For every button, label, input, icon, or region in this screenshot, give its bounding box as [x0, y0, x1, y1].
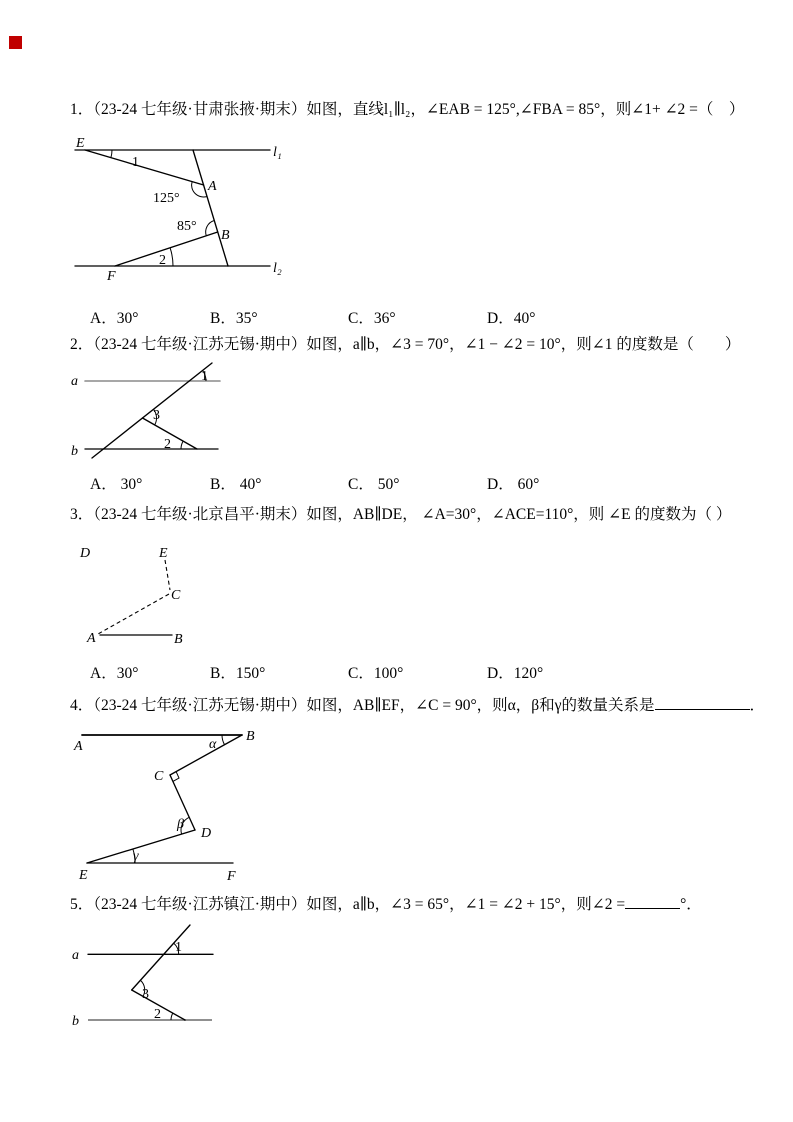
option-1b: B．35°	[210, 310, 258, 327]
figure-2-svg	[70, 360, 235, 472]
fig1-segment-EA	[85, 150, 204, 185]
fig2-label-b: b	[71, 444, 78, 459]
figure-3	[70, 538, 260, 653]
fig3-label-E: E	[159, 546, 168, 561]
problem-5-statement	[70, 893, 775, 914]
fig5-label-angle1: 1	[175, 940, 182, 955]
fig5-label-b: b	[72, 1014, 79, 1029]
fig1-label-l1: l₁	[273, 145, 282, 160]
fig4-label-alpha: α	[209, 737, 217, 752]
problem-4-statement	[70, 694, 775, 715]
option-2d: D． 60°	[487, 476, 540, 493]
problem-3-options	[0, 661, 793, 680]
fig3-label-D: D	[80, 546, 91, 561]
problem-4-text: 4．（23-24 七年级·江苏无锡·期中）如图，AB∥EF，∠C = 90°，则α，β和γ的数量关系是	[70, 697, 655, 714]
option-3d: D．120°	[487, 665, 544, 682]
fig1-label-angle2: 2	[159, 253, 166, 268]
fig4-label-A: A	[74, 739, 83, 754]
fig5-label-angle3: 3	[142, 987, 149, 1002]
fig4-label-F: F	[227, 869, 236, 884]
fig3-dashed-EC	[165, 560, 170, 590]
fig3-label-A: A	[87, 631, 96, 646]
fig1-label-B: B	[221, 228, 230, 243]
option-1d: D．40°	[487, 310, 536, 327]
problem-5-answer-blank	[625, 893, 680, 909]
fig2-arc-angle2	[181, 441, 183, 449]
fig1-label-F: F	[107, 269, 116, 284]
option-3c: C．100°	[348, 665, 404, 682]
figure-4	[70, 720, 265, 885]
fig1-transversal	[193, 150, 228, 266]
option-2a: A． 30°	[90, 476, 143, 493]
fig4-segment-BC	[170, 735, 242, 775]
fig4-label-beta: β	[177, 817, 184, 832]
problem-5-text: 5．（23-24 七年级·江苏镇江·期中）如图，a∥b，∠3 = 65°，∠1 = ∠2 + 15°，则∠2 =	[70, 896, 626, 913]
fig1-arc-angle2	[170, 248, 173, 266]
problem-5-end: °．	[680, 896, 702, 913]
fig5-label-a: a	[72, 948, 79, 963]
fig4-segment-DE	[87, 830, 195, 863]
fig1-label-angle1: 1	[132, 155, 139, 170]
fig4-label-gamma: γ	[133, 849, 139, 864]
fig2-label-angle3: 3	[153, 408, 160, 423]
fig2-label-a: a	[71, 374, 78, 389]
figure-5	[70, 920, 230, 1032]
option-1c: C．36°	[348, 310, 396, 327]
problem-4-end: ．	[749, 697, 766, 714]
fig5-arc-angle2	[171, 1013, 173, 1020]
problem-1-statement: 1．（23-24 七年级·甘肃张掖·期末）如图，直线l₁∥l₂，∠EAB = 125°,∠FBA = 85°，则∠1+ ∠2 =（ ）	[70, 101, 745, 118]
option-3a: A．30°	[90, 665, 139, 682]
figure-2	[70, 360, 235, 472]
fig3-dashed-CA	[98, 594, 169, 634]
fig4-arc-alpha	[222, 735, 225, 745]
problem-2-options	[0, 472, 793, 491]
problem-2-statement: 2．（23-24 七年级·江苏无锡·期中）如图，a∥b，∠3 = 70°，∠1 − ∠2 = 10°，则∠1 的度数是（ ）	[70, 336, 741, 353]
fig2-label-angle2: 2	[164, 437, 171, 452]
fig2-transversal	[92, 363, 212, 458]
red-marker	[9, 36, 22, 49]
figure-1	[70, 133, 310, 288]
fig1-label-125: 125°	[153, 191, 180, 206]
fig1-segment-BF	[115, 232, 218, 266]
fig3-label-C: C	[171, 588, 181, 603]
option-2c: C． 50°	[348, 476, 400, 493]
figure-3-svg	[70, 538, 260, 653]
fig1-arc-angle1	[111, 150, 112, 158]
fig4-label-B: B	[246, 729, 255, 744]
fig1-label-l2: l₂	[273, 261, 282, 276]
fig1-label-85: 85°	[177, 219, 197, 234]
problem-1-options	[0, 306, 793, 325]
fig4-label-E: E	[79, 868, 88, 883]
fig1-label-E: E	[76, 136, 85, 151]
fig1-label-A: A	[208, 179, 217, 194]
fig4-label-C: C	[154, 769, 164, 784]
fig4-label-D: D	[201, 826, 212, 841]
option-1a: A．30°	[90, 310, 139, 327]
problem-4-answer-blank	[655, 694, 750, 710]
figure-5-svg	[70, 920, 230, 1032]
fig5-label-angle2: 2	[154, 1007, 161, 1022]
figure-4-svg	[70, 720, 265, 885]
problem-3-statement: 3．（23-24 七年级·北京昌平·期末）如图，AB∥DE， ∠A=30°，∠ACE=110°，则 ∠E 的度数为（ ）	[70, 506, 732, 523]
option-2b: B． 40°	[210, 476, 262, 493]
option-3b: B．150°	[210, 665, 266, 682]
fig2-label-angle1: 1	[201, 369, 208, 384]
figure-1-svg	[70, 133, 310, 288]
fig3-label-B: B	[174, 632, 183, 647]
